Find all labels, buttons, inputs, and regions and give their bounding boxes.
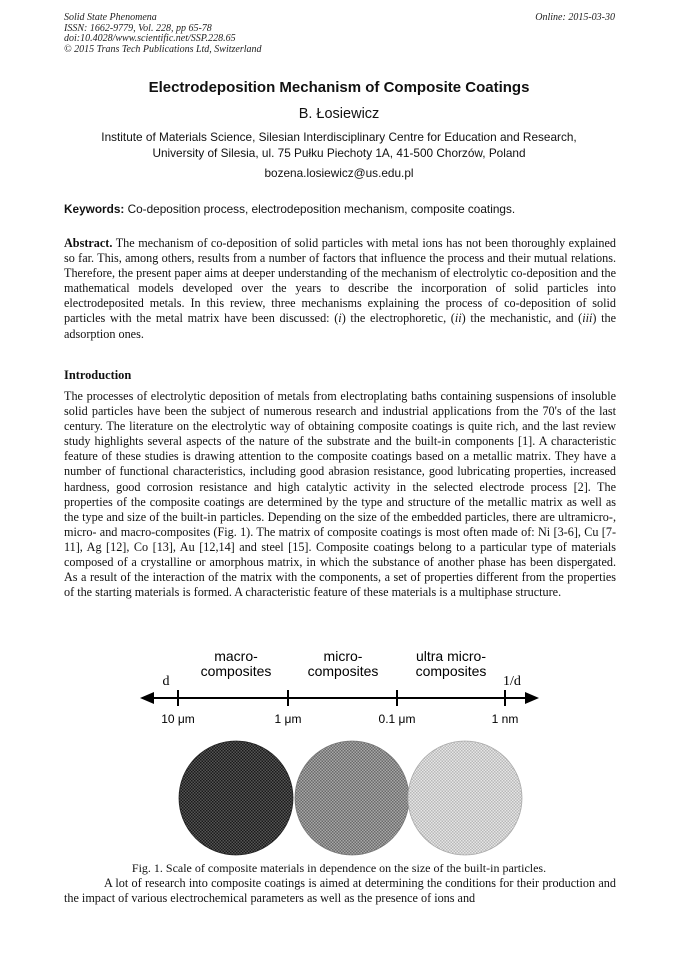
abstract-roman-i: i: [338, 311, 342, 326]
macro-composite-sample: [179, 741, 293, 855]
category-ultra-line2: composites: [415, 663, 487, 679]
category-micro-line2: composites: [307, 663, 379, 679]
paragraph-continued: A lot of research into composite coatings is aimed at determining the conditions for their production and the impact of various electrochemical parameters as well as the presence of ions and: [64, 876, 616, 906]
affiliation-line-1: Institute of Materials Science, Silesian Interdisciplinary Centre for Education and Research,: [101, 130, 577, 144]
category-ultra-line1: ultra micro-: [415, 648, 487, 664]
introduction-paragraph: The processes of electrolytic deposition of metals from electroplating baths containing suspensions of insoluble solid particles have been the subject of numerous research and industrial applications from the 70's of the last century. The literature on the electrolytic way of obtaining composite coatings is quite rich, and the last review study highlights several aspects of the nature of the substrate and the built-in components [1]. A characteristic feature of these studies is drawing attention to the composite coatings based on a metallic matrix. They have a number of functional characteristics, including good abrasion resistance, good lubricating properties, increased hardness, good corrosion resistance and high catalytic activity in the selected electrode process [2]. The properties of the composite coatings are determined by the type and structure of the metallic matrix as well as the type and size of the built-in particles. Depending on the size of the embedded particles, there are ultramicro-, micro- and macro-composites (Fig. 1). The matrix of composite coatings is most often made of: Ni [3-6], Cu [7-11], Ag [12], Co [13], Au [12,14] and steel [15]. Composite coatings belong to a particular type of materials composed of a crystalline or amorphous matrix, in which the substance of another phase has been dispergated. As a result of the interaction of the matrix with the components, a set of properties different from the properties of the starting materials is formed. A characteristic feature of these materials is a multiphase structure.: [64, 389, 616, 600]
abstract-roman-iii: iii: [582, 311, 593, 326]
abstract-label: Abstract.: [64, 236, 113, 250]
journal-header: [64, 13, 262, 55]
paper-title: Electrodeposition Mechanism of Composite Coatings: [148, 79, 530, 96]
keywords-text: Co-deposition process, electrodeposition mechanism, composite coatings.: [124, 202, 516, 216]
abstract-text-d: ) the adsorption ones.: [64, 311, 616, 341]
figure-1-caption: Fig. 1. Scale of composite materials in dependence on the size of the built-in particles.: [131, 861, 547, 875]
affiliation: [60, 129, 618, 161]
author: B. Łosiewicz: [298, 106, 380, 122]
figure-1: [140, 645, 550, 860]
section-heading-introduction: Introduction: [64, 368, 132, 382]
issn: ISSN: 1662-9779, Vol. 228, pp 65-78: [64, 22, 212, 34]
tick-label-1nm: 1 nm: [491, 712, 519, 726]
author-email: bozena.losiewicz@us.edu.pl: [264, 166, 414, 180]
tick-label-10um: 10 μm: [161, 712, 195, 726]
abstract-roman-ii: ii: [454, 311, 462, 326]
abstract-text-b: ) the electrophoretic, (: [341, 311, 455, 326]
ultra-micro-composite-sample: [408, 741, 522, 855]
category-macro-line1: macro-: [214, 648, 258, 664]
tick-label-1um: 1 μm: [274, 712, 302, 726]
copyright: © 2015 Trans Tech Publications Ltd, Switzerland: [64, 43, 262, 55]
abstract: [64, 236, 616, 342]
tick-label-0-1um: 0.1 μm: [378, 712, 416, 726]
abstract-text-c: ) the mechanistic, and (: [461, 311, 583, 326]
category-macro-line2: composites: [200, 663, 272, 679]
category-micro-line1: micro-: [323, 648, 363, 664]
abstract-text-a: The mechanism of co-deposition of solid particles with metal ions has not been thoroughly explained so far. This, among others, results from a number of factors that influence the process and their mutual relations. Therefore, the present paper aims at deeper understanding of the mechanism of electrolytic co-deposition and the mathematical models developed over the years to describe the incorporation of solid particles into electrodeposited metals. In this review, three mechanisms explaining the process of co-deposition of solid particles with the metal matrix have been discussed: (: [64, 236, 616, 326]
keywords: [64, 202, 616, 216]
micro-composite-sample: [295, 741, 409, 855]
axis-left-arrow: [140, 692, 154, 704]
axis-right-label: 1/d: [503, 674, 521, 689]
doi: doi:10.4028/www.scientific.net/SSP.228.65: [64, 33, 236, 44]
affiliation-line-2: University of Silesia, ul. 75 Pułku Piechoty 1A, 41-500 Chorzów, Poland: [152, 146, 526, 160]
keywords-label: Keywords:: [64, 202, 125, 216]
online-date: Online: 2015-03-30: [535, 12, 615, 23]
axis-right-arrow: [525, 692, 539, 704]
axis-left-label: d: [162, 674, 170, 689]
journal-name: Solid State Phenomena: [64, 12, 157, 23]
